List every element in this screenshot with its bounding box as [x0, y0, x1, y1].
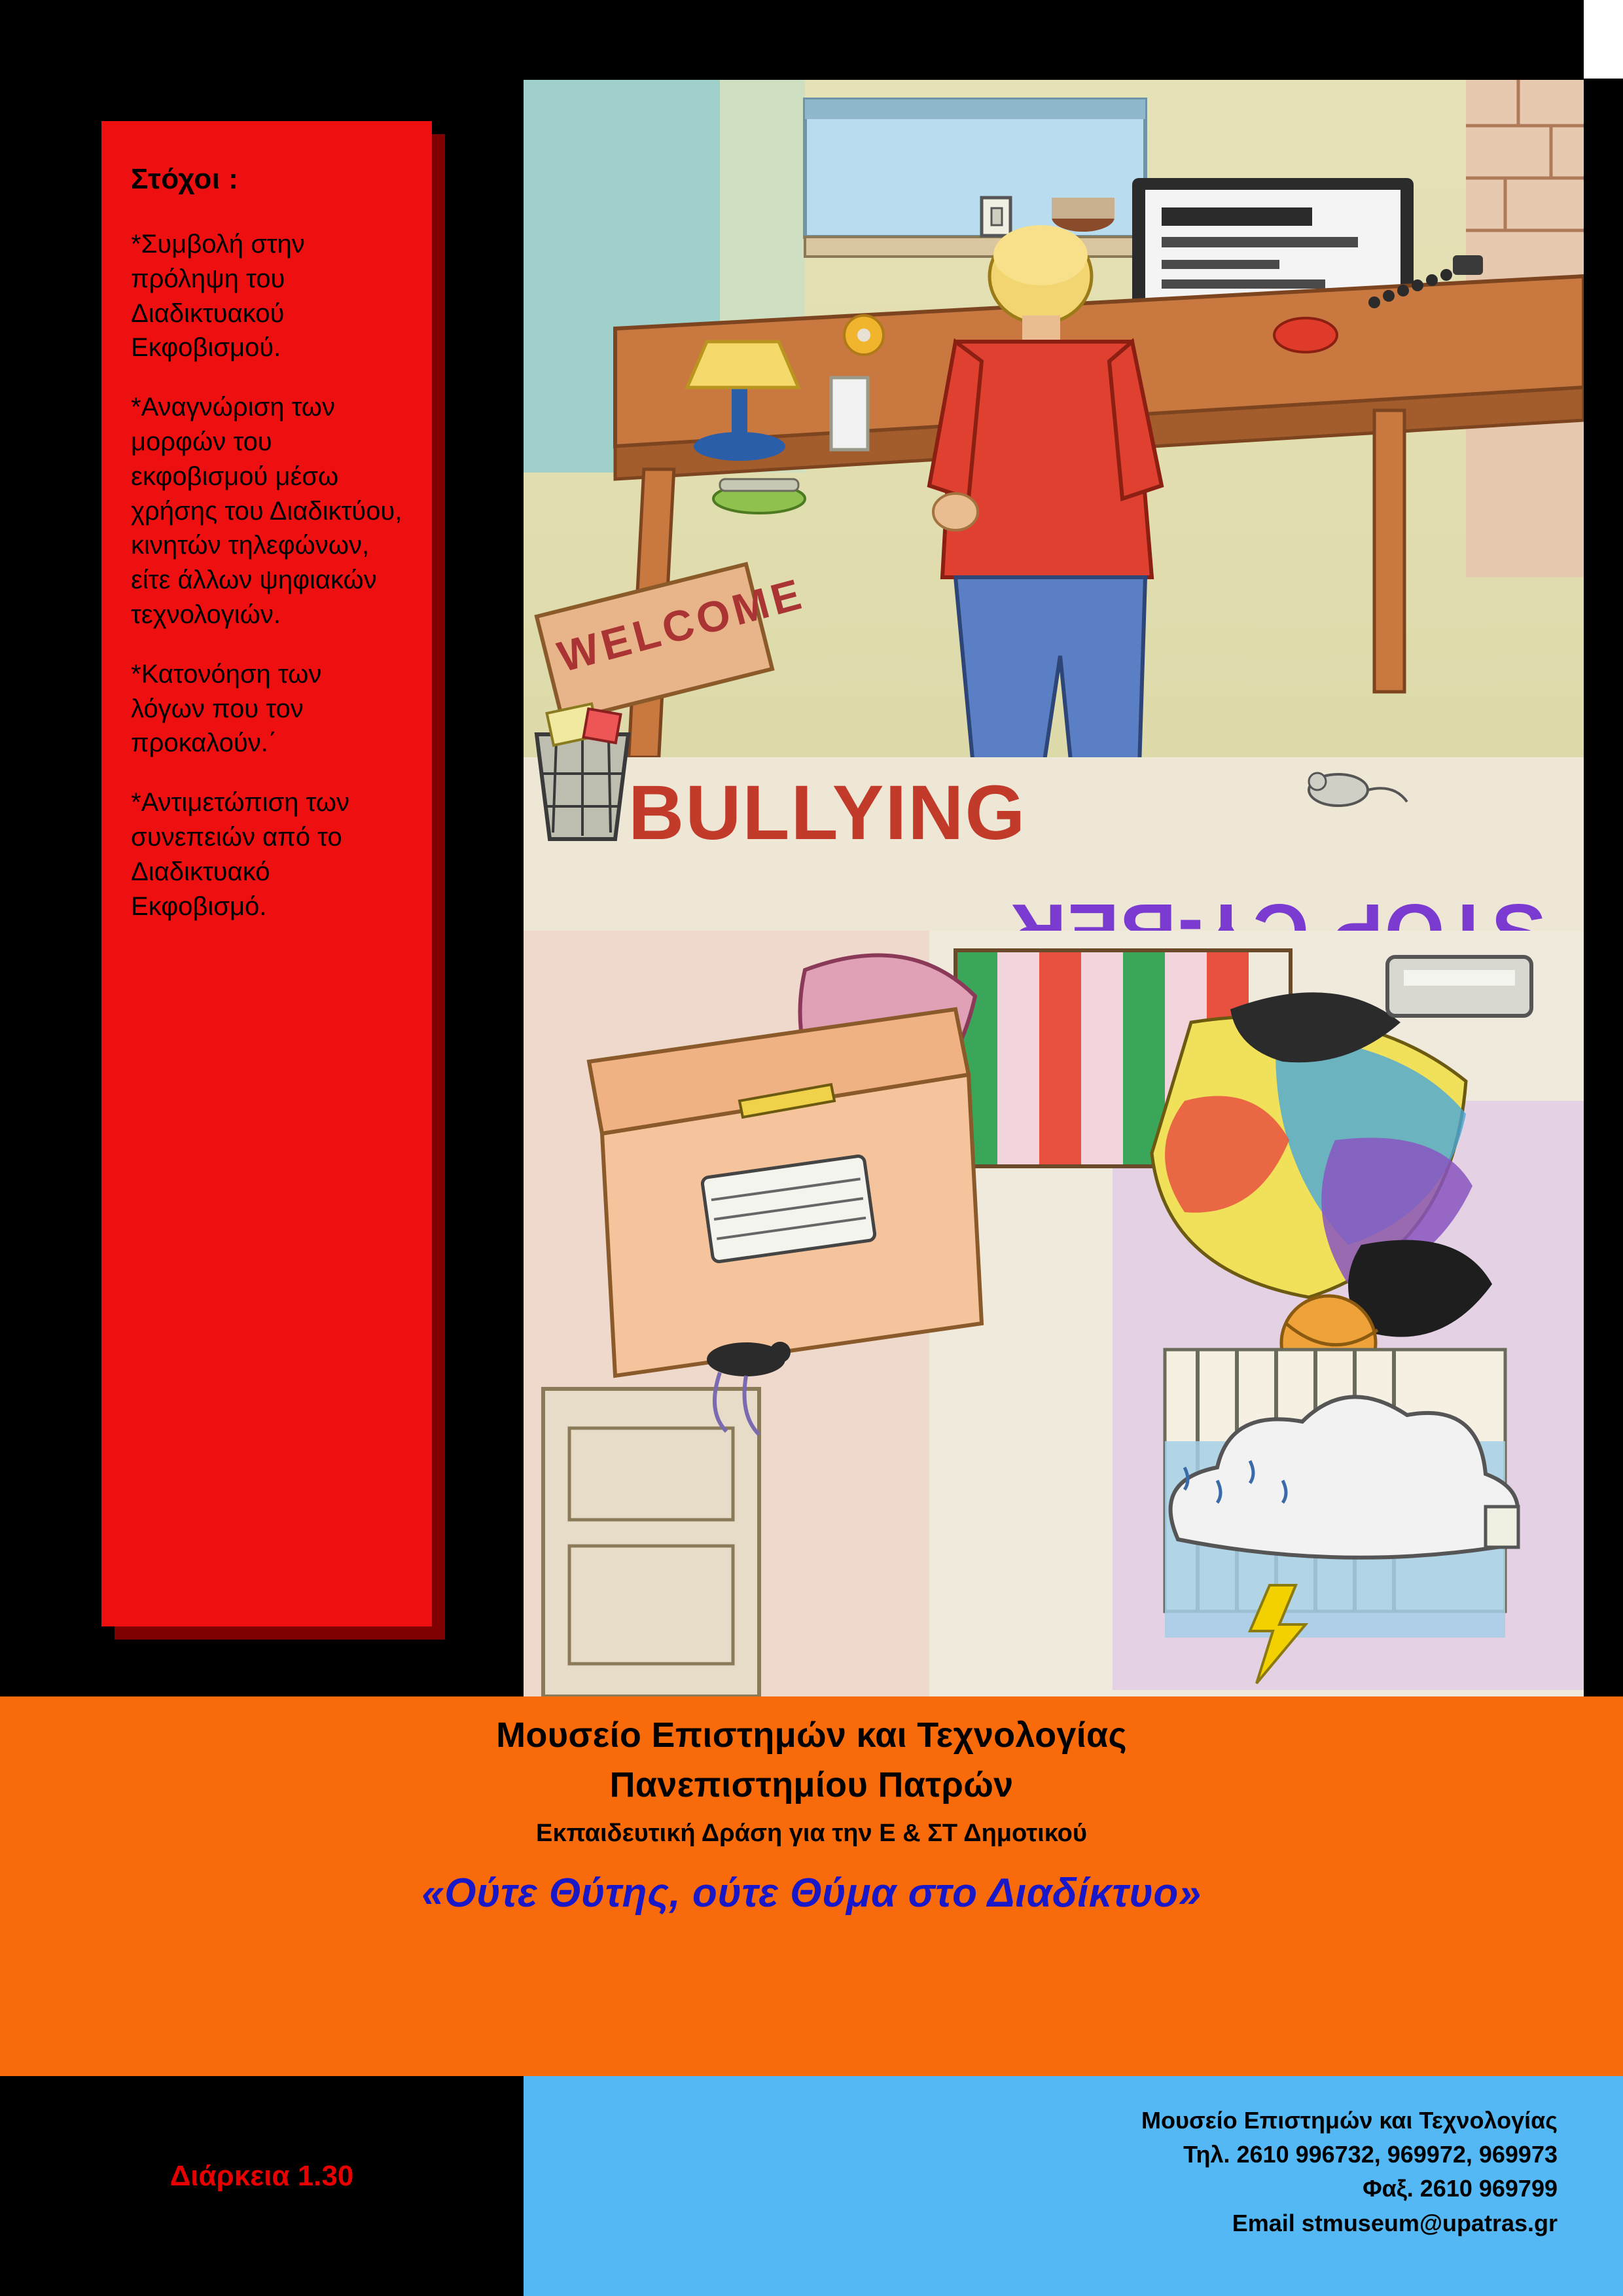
- contact-line-1: Μουσείο Επιστημών και Τεχνολογίας: [1141, 2107, 1558, 2134]
- museum-name-line2: Πανεπιστημίου Πατρών: [609, 1765, 1014, 1804]
- duration-label: Διάρκεια 1.30: [169, 2160, 354, 2192]
- svg-text:BULLYING: BULLYING: [628, 770, 1027, 856]
- svg-text:WELCOME: WELCOME: [552, 568, 810, 681]
- top-right-white-strip: [1584, 0, 1623, 79]
- contact-line-4: Email stmuseum@upatras.gr: [1232, 2209, 1558, 2236]
- contact-line-3: Φαξ. 2610 969799: [1363, 2175, 1558, 2202]
- artwork-svg: [524, 80, 1584, 1696]
- museum-name-line1: Μουσείο Επιστημών και Τεχνολογίας: [496, 1715, 1127, 1755]
- contact-line-2: Τηλ. 2610 996732, 969972, 969973: [1183, 2141, 1558, 2168]
- activity-subtitle: Εκπαιδευτική Δράση για την Ε & ΣΤ Δημοτικού: [536, 1820, 1087, 1847]
- goals-item-4: *Αντιμετώπιση των συνεπειών από το Διαδικτυακό Εκφοβισμό.: [131, 788, 349, 921]
- artwork-illustration: [524, 80, 1584, 1696]
- goals-item-2: *Αναγνώριση των μορφών του εκφοβισμού μέσω χρήσης του Διαδικτύου, κινητών τηλεφώνων, είτε άλλων ψηφιακών τεχνολογιών.: [131, 393, 402, 630]
- goals-item-1: *Συμβολή στην πρόληψη του Διαδικτυακού Εκφοβισμού.: [131, 230, 305, 363]
- goals-title: Στόχοι :: [131, 163, 239, 195]
- goals-box: [101, 121, 432, 1626]
- orange-banner: [0, 1696, 1623, 2076]
- contact-block: [524, 2076, 1623, 2296]
- activity-slogan: «Ούτε Θύτης, ούτε Θύμα στο Διαδίκτυο»: [421, 1871, 1202, 1916]
- goals-item-3: *Κατονόηση των λόγων που τον προκαλούν.΄: [131, 659, 322, 758]
